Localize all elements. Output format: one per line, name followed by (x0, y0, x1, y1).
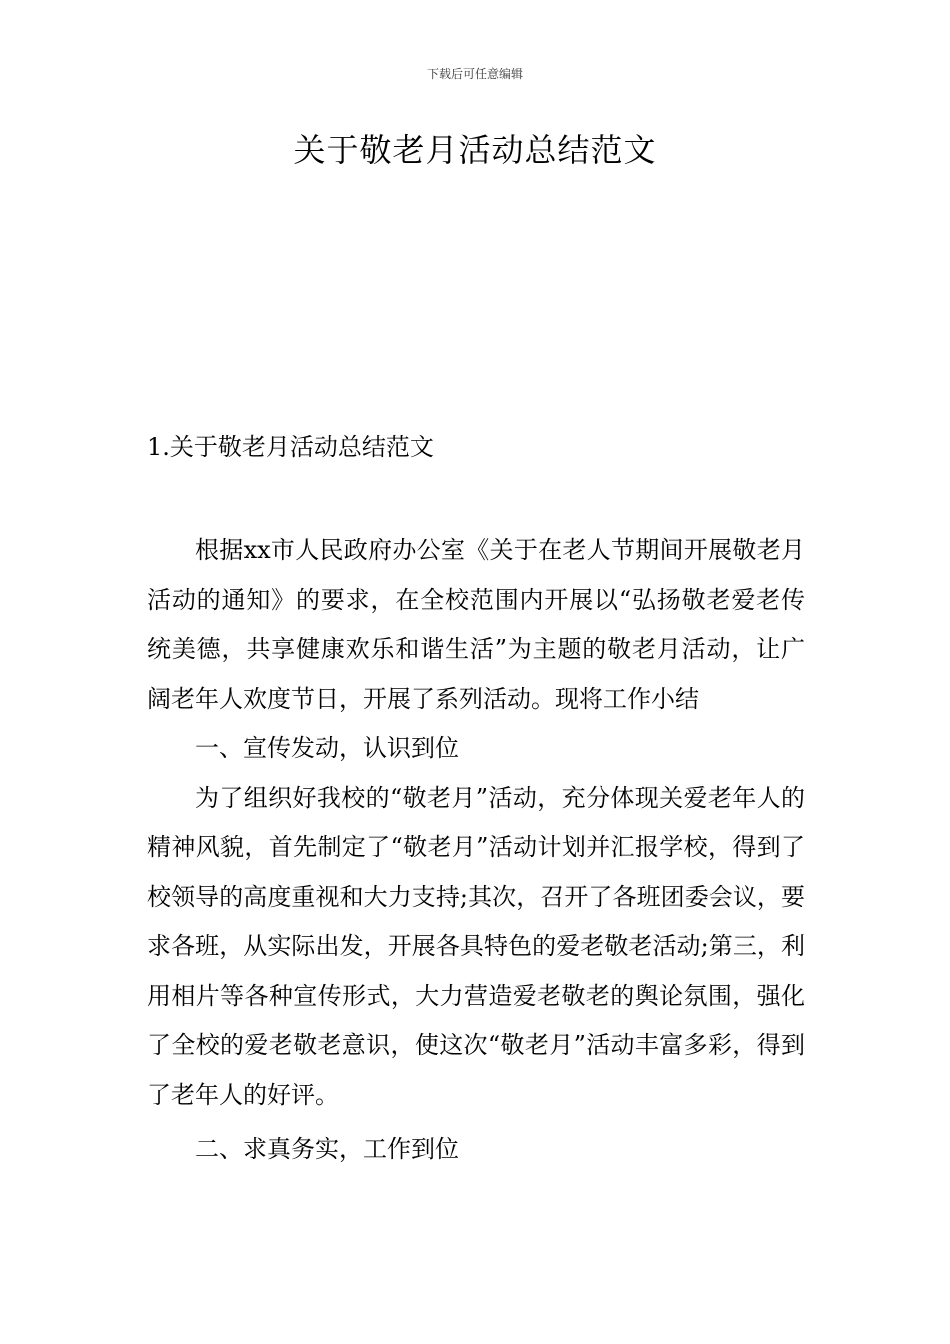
paragraph-intro: 根据xx市人民政府办公室《关于在老人节期间开展敬老月活动的通知》的要求，在全校范围内开展以“弘扬敬老爱老传统美德，共享健康欢乐和谐生活”为主题的敬老月活动，让广阔老年人欢度节日，开展了系列活动。现将工作小结 (147, 536, 805, 713)
document-body (147, 526, 805, 1175)
section-heading: 1.关于敬老月活动总结范文 (147, 433, 434, 461)
header-note: 下载后可任意编辑 (426, 67, 523, 81)
paragraph-publicity: 为了组织好我校的“敬老月”活动，充分体现关爱老年人的精神风貌，首先制定了“敬老月”活动计划并汇报学校，得到了校领导的高度重视和大力支持;其次，召开了各班团委会议，要求各班，从实际出发，开展各具特色的爱老敬老活动;第三，利用相片等各种宣传形式，大力营造爱老敬老的舆论氛围，强化了全校的爱老敬老意识，使这次“敬老月”活动丰富多彩，得到了老年人的好评。 (147, 783, 805, 1109)
document-title: 关于敬老月活动总结范文 (293, 131, 657, 169)
subheading-publicity: 一、宣传发动，认识到位 (195, 734, 459, 762)
subheading-practical: 二、求真务实，工作到位 (195, 1135, 459, 1163)
